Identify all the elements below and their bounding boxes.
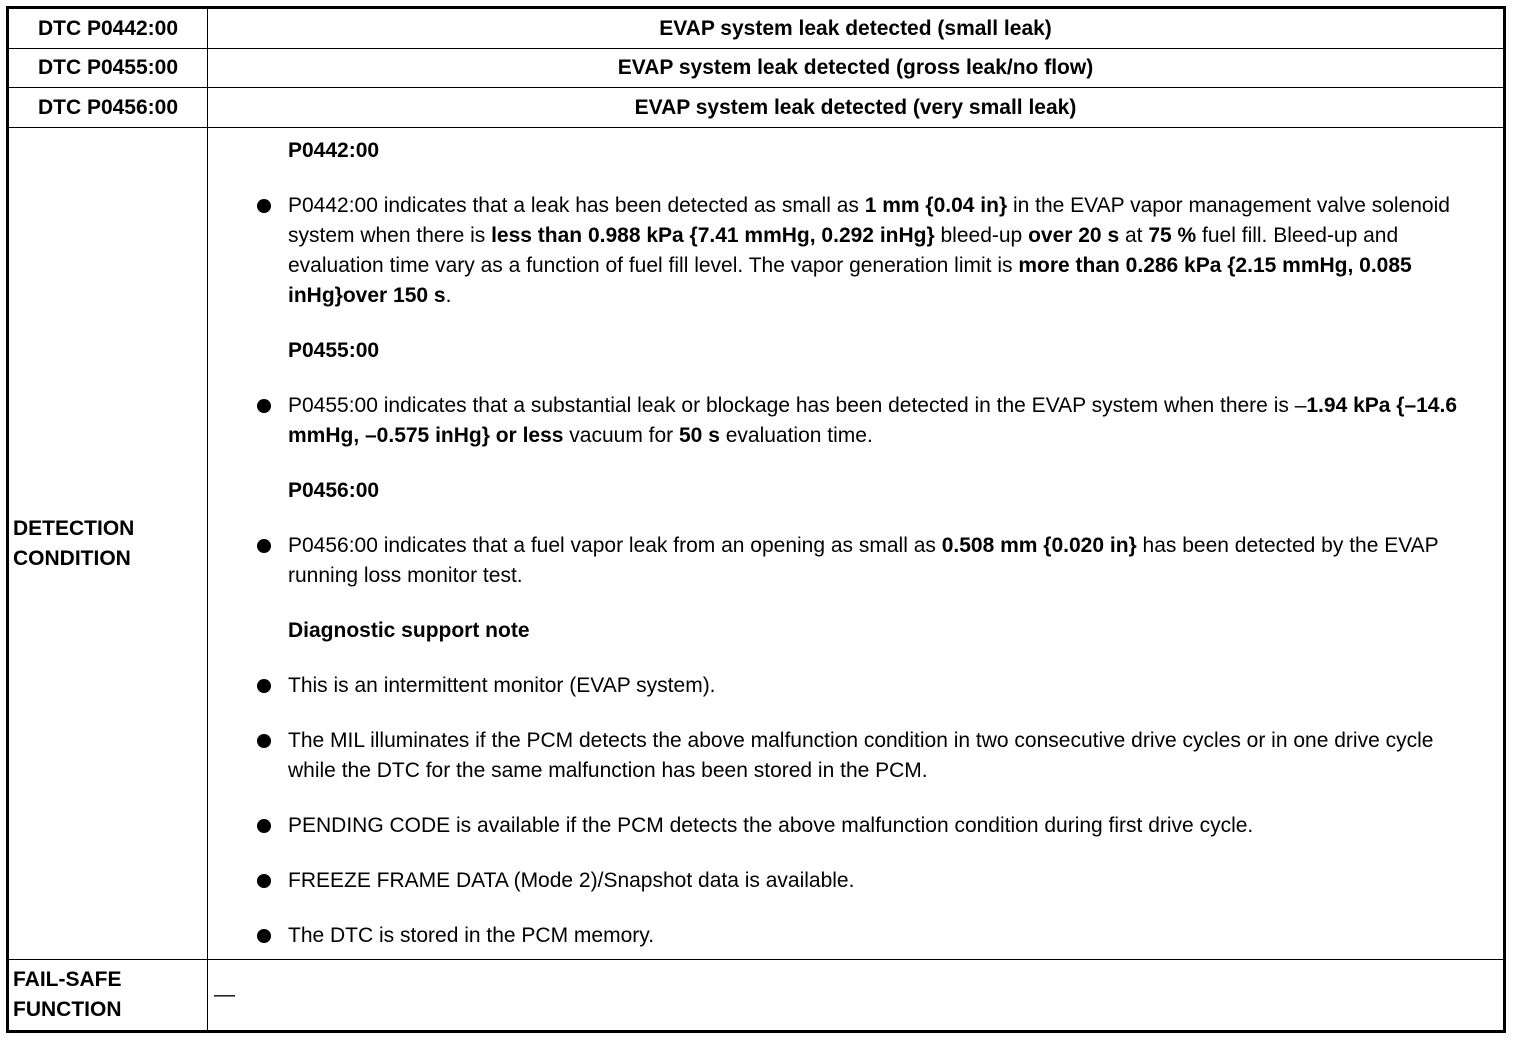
bullet-icon (257, 539, 271, 553)
dtc-code: DTC P0456:00 (8, 88, 208, 128)
section-heading: P0442:00 (288, 139, 380, 162)
bullet-icon (257, 874, 271, 888)
dtc-title: EVAP system leak detected (gross leak/no flow) (208, 49, 1505, 88)
bullet-icon (257, 734, 271, 748)
list-item: PENDING CODE is available if the PCM detects the above malfunction condition during first drive cycle. (208, 811, 1463, 841)
table-row (8, 8, 1505, 49)
table-row (8, 960, 1505, 1032)
section-heading: Diagnostic support note (288, 619, 530, 642)
bullet-icon (257, 929, 271, 943)
list-item: P0456:00 indicates that a fuel vapor leak from an opening as small as 0.508 mm {0.020 in} has been detected by the EVAP running loss monitor test. (208, 531, 1463, 591)
bullet-icon (257, 199, 271, 213)
table-row (8, 128, 1505, 960)
dtc-table (6, 6, 1506, 1033)
detection-condition-content (208, 128, 1505, 960)
list-item: FREEZE FRAME DATA (Mode 2)/Snapshot data is available. (208, 866, 1463, 896)
dtc-title: EVAP system leak detected (very small leak) (208, 88, 1505, 128)
dtc-code: DTC P0455:00 (8, 49, 208, 88)
bullet-icon (257, 819, 271, 833)
list-item: P0455:00 indicates that a substantial leak or blockage has been detected in the EVAP system when there is –1.94 kPa {–14.6 mmHg, –0.575 inHg} or less vacuum for 50 s evaluation time. (208, 391, 1463, 451)
list-item: This is an intermittent monitor (EVAP system). (208, 671, 1463, 701)
section-heading: P0456:00 (288, 479, 380, 502)
bullet-icon (257, 679, 271, 693)
list-item: The DTC is stored in the PCM memory. (208, 921, 1463, 951)
table-row (8, 49, 1505, 88)
fail-safe-label: FAIL-SAFE FUNCTION (8, 960, 208, 1032)
detection-condition-label: DETECTION CONDITION (8, 128, 208, 960)
fail-safe-value: — (208, 960, 1505, 1032)
list-item: P0442:00 indicates that a leak has been detected as small as 1 mm {0.04 in} in the EVAP vapor management valve solenoid system when there is less than 0.988 kPa {7.41 mmHg, 0.292 inHg} bleed-up over 20 s at 75 % fuel fill. Bleed-up and evaluation time vary as a function of fuel fill level. The vapor generation limit is more than 0.286 kPa {2.15 mmHg, 0.085 inHg}over 150 s. (208, 191, 1463, 311)
table-row (8, 88, 1505, 128)
list-item: The MIL illuminates if the PCM detects the above malfunction condition in two consecutive drive cycles or in one drive cycle while the DTC for the same malfunction has been stored in the PCM. (208, 726, 1463, 786)
bullet-icon (257, 399, 271, 413)
section-heading: P0455:00 (288, 339, 380, 362)
dtc-title: EVAP system leak detected (small leak) (208, 8, 1505, 49)
dtc-code: DTC P0442:00 (8, 8, 208, 49)
